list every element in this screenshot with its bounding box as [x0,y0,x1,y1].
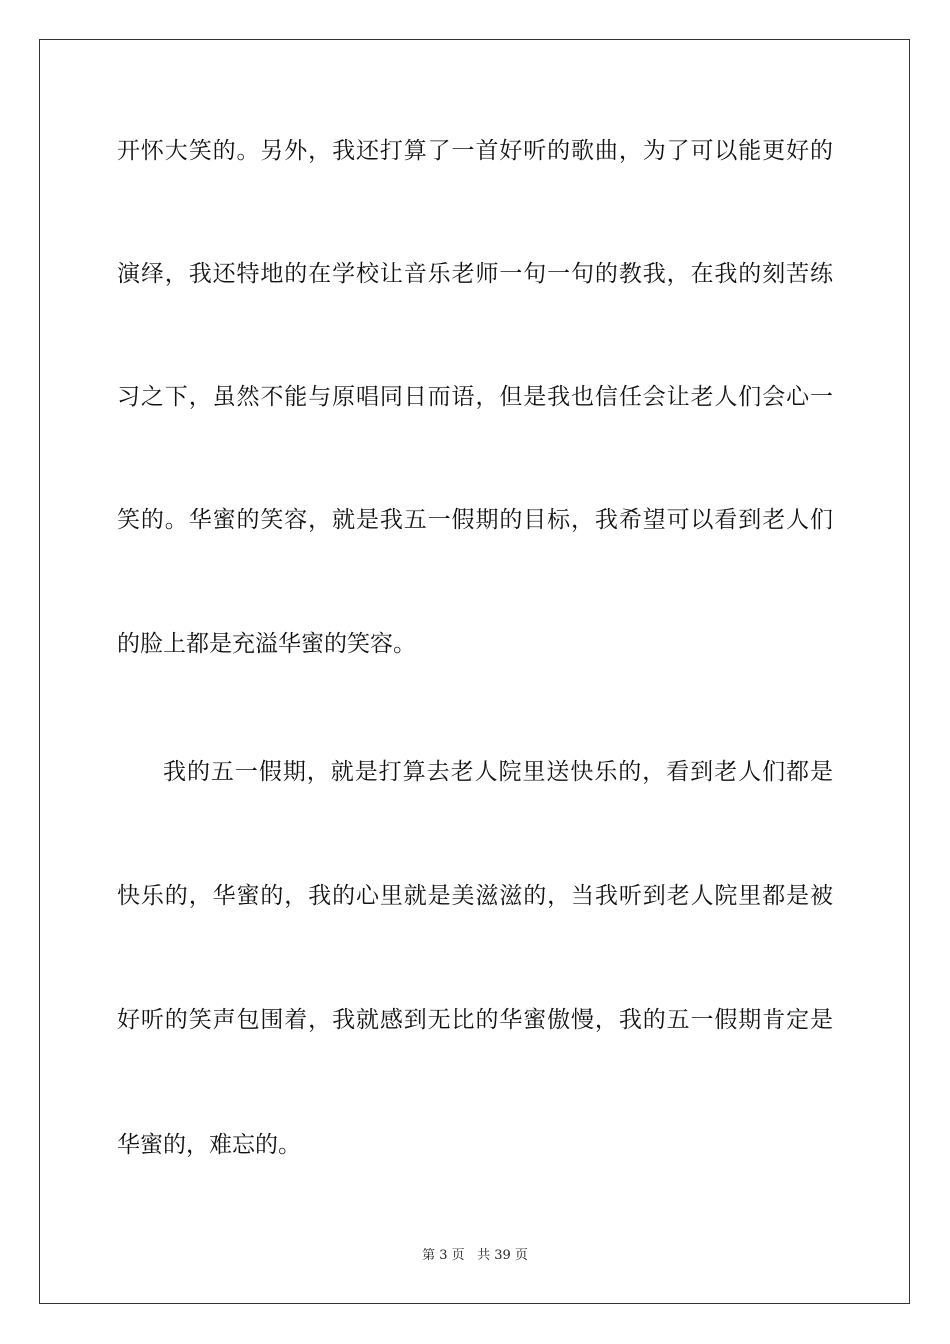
paragraph-line: 的脸上都是充溢华蜜的笑容。 [117,631,416,657]
paragraph-line: 笑的。华蜜的笑容，就是我五一假期的目标，我希望可以看到老人们 [117,507,833,533]
paragraph-line: 演绎，我还特地的在学校让音乐老师一句一句的教我，在我的刻苦练 [117,261,833,287]
paragraph-line: 好听的笑声包围着，我就感到无比的华蜜傲慢，我的五一假期肯定是 [117,1007,833,1033]
paragraph-line: 快乐的，华蜜的，我的心里就是美滋滋的，当我听到老人院里都是被 [117,883,833,909]
page-total: 共 39 页 [477,1248,528,1263]
page-number: 第 3 页 [422,1248,465,1263]
paragraph-line: 习之下，虽然不能与原唱同日而语，但是我也信任会让老人们会心一 [117,384,833,410]
page-frame [39,39,910,1304]
paragraph-line: 华蜜的，难忘的。 [117,1132,301,1158]
paragraph-line: 开怀大笑的。另外，我还打算了一首好听的歌曲，为了可以能更好的 [117,138,833,164]
page-footer [0,1247,950,1265]
paragraph-line: 我的五一假期，就是打算去老人院里送快乐的，看到老人们都是 [163,759,833,785]
